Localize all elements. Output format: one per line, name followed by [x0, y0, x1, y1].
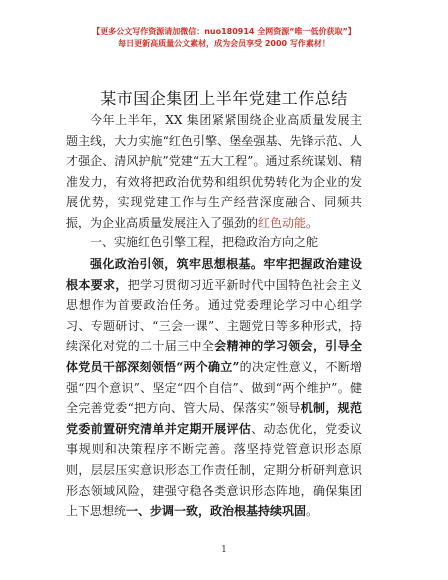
page-number: 1	[221, 545, 227, 555]
section-1-body-3: 、动态优化，党委议事规则和决策程序不断完善。落坚持党管意识形态原则，层层压实意识形态工作责任制，定期分析研判意识形态领域风险，建强守稳各类意识形态阵地，确保集团上下思想统	[66, 421, 362, 519]
promo-line-1: 【更多公文写作资源请加微信：nuo180914 全网资源“唯一低价获取”】	[92, 27, 356, 36]
section-1-body-1: 把学习贯彻习近平新时代中国特色社会主义思想作为首要政治任务。通过党委理论学习中心组学习、专题研讨、“三会一课”、主题党日等多种形式，持续深化对党的二十届三中全	[66, 277, 362, 354]
section-1-body-4: 。	[306, 504, 319, 519]
promo-banner	[0, 26, 448, 50]
document-title: 某市国企集团上半年党建工作总结	[100, 89, 348, 108]
section-1-bold-3: 一、步调一致，政治根基持续巩固	[126, 504, 307, 519]
promo-line-2: 每日更新高质量公文素材，成为会员享受 2000 写作素材！	[118, 39, 330, 48]
intro-text: 今年上半年，XX 集团紧紧围绕企业高质量发展主题主线，大力实施“红色引擎、堡垒强基、先锋示范、人才强企、清风护航”党建“五大工程”。通过系统谋划、精准发力，有效将把政治优势和组织优势转化为企业的发展优势，实现党建工作与生产经营深度融合、同频共振，为企业高质量发展注入了强劲的	[66, 113, 362, 230]
section-1-bold-2: 机制，规范党委前置研究清单并定期开展评估	[66, 401, 362, 436]
intro-end: 。	[306, 215, 319, 230]
section-1-lead: 强化政治引领，筑牢思想根基。	[90, 257, 264, 271]
section-1-body-2: 的决定性意义，不断增强“四个意识”、坚定“四个自信”、做到“两个维护”。健全完善党委“把方向、管大局、保落实”领导	[66, 359, 362, 416]
section-1-heading: 一、实施红色引擎工程，把稳政治方向之舵	[90, 235, 319, 249]
intro-paragraph	[66, 110, 362, 234]
section-1-bold-1: 会精神的学习领会，引导全体党员干部深刻领悟“两个确立”	[66, 339, 362, 374]
intro-highlight: 红色动能	[258, 215, 307, 230]
section-1-lead-2: 牢牢把握政治建设根本要求，	[66, 257, 362, 292]
section-1-paragraph	[66, 254, 362, 522]
